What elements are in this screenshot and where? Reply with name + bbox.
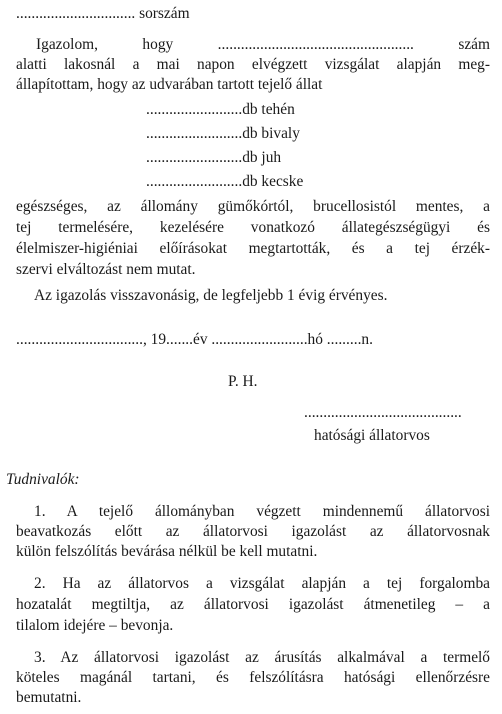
certificate-body-line: egészséges, az állomány gümőkórtól, brucellosistól mentes, a: [16, 198, 490, 215]
note-item-2-line: 2. Ha az állatorvos a vizsgálat alapján a tej forgalomba: [34, 575, 490, 592]
certificate-line: állapítottam, hogy az udvarában tartott tejelő állat: [16, 76, 323, 93]
animal-count-goat: .........................db kecske: [146, 173, 304, 190]
note-item-3-line: bemutatni.: [16, 689, 82, 706]
certificate-body-line: élelmiszer-higiéniai előírásokat megtartották, és a tej érzék-: [16, 240, 490, 257]
certificate-intro-line: Igazolom, hogy ................................................... szám: [36, 36, 490, 53]
certificate-body-line: szervi elváltozást nem mutat.: [16, 261, 196, 278]
signature-dotted-line: .........................................: [304, 404, 462, 421]
certificate-body-line: tej termelésére, kezelésére vonatkozó állategészségügyi és: [16, 219, 490, 236]
animal-count-buffalo: .........................db bivaly: [146, 125, 300, 142]
animal-count-cow: .........................db tehén: [146, 101, 295, 118]
serial-number-line: ............................... sorszám: [16, 5, 190, 22]
date-line: ................................., 19.......év .........................hó .........n.: [16, 331, 373, 348]
note-item-3-line: köteles magánál tartani, és felszólításra hatósági ellenőrzésre: [16, 669, 490, 686]
note-item-2-line: tilalom idejére – bevonja.: [16, 617, 174, 634]
validity-statement: Az igazolás visszavonásig, de legfeljebb 1 évig érvényes.: [34, 287, 388, 304]
signature-label: hatósági állatorvos: [314, 427, 430, 444]
note-item-3-line: 3. Az állatorvosi igazolást az árusítás alkalmával a termelő: [34, 649, 490, 666]
notes-heading: Tudnivalók:: [6, 471, 80, 488]
certificate-line: alatti lakosnál a mai napon elvégzett vizsgálat alapján meg-: [16, 56, 490, 73]
note-item-1-line: beavatkozás előtt az állatorvosi igazolást az állatorvosnak: [16, 523, 490, 540]
seal-placeholder: P. H.: [228, 373, 258, 390]
animal-count-sheep: .........................db juh: [146, 149, 282, 166]
note-item-2-line: hozatalát megtiltja, az állatorvosi igazolást átmenetileg – a: [16, 596, 490, 613]
note-item-1-line: 1. A tejelő állományban végzett mindennemű állatorvosi: [34, 503, 490, 520]
note-item-1-line: külön felszólítás bevárása nélkül be kell mutatni.: [16, 543, 318, 560]
